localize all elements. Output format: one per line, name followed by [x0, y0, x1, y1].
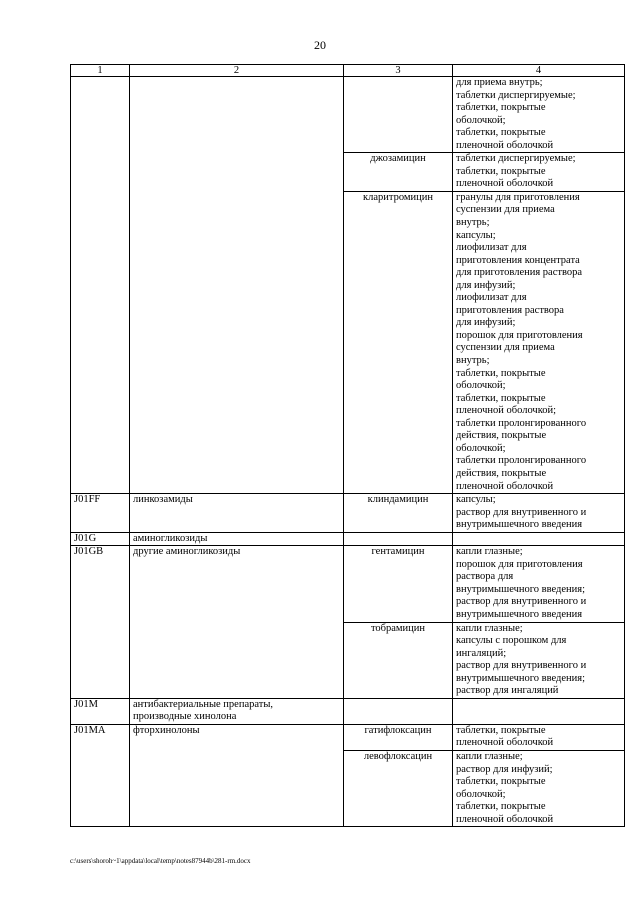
group-name-cell: антибактериальные препараты, производные хинолона	[130, 698, 344, 724]
table-header-row	[71, 65, 625, 77]
drug-name-cell: клиндамицин	[344, 494, 453, 533]
drug-name-cell	[344, 77, 453, 153]
group-name-cell	[130, 77, 344, 494]
group-name-cell: аминогликозиды	[130, 532, 344, 546]
page-number: 20	[314, 38, 326, 52]
table-row	[71, 546, 625, 622]
group-name-cell: линкозамиды	[130, 494, 344, 533]
drug-name-cell: тобрамицин	[344, 622, 453, 698]
column-header-4: 4	[453, 65, 625, 77]
dosage-forms-cell	[453, 698, 625, 724]
atc-code-cell: J01M	[71, 698, 130, 724]
drug-name-cell: джозамицин	[344, 153, 453, 192]
dosage-forms-cell: таблетки диспергируемые; таблетки, покрытые пленочной оболочкой	[453, 153, 625, 192]
document-file-path: c:\users\shoroh~1\appdata\local\temp\notes87944b\281-rm.docx	[70, 857, 251, 865]
dosage-forms-cell: капли глазные; порошок для приготовления раствора для внутримышечного введения; раствор для внутривенного и внутримышечного введения	[453, 546, 625, 622]
dosage-forms-cell: таблетки, покрытые пленочной оболочкой	[453, 724, 625, 750]
dosage-forms-cell: капли глазные; раствор для инфузий; таблетки, покрытые оболочкой; таблетки, покрытые пленочной оболочкой	[453, 750, 625, 826]
dosage-forms-cell: капли глазные; капсулы с порошком для ингаляций; раствор для внутривенного и внутримышечного введения; раствор для ингаляций	[453, 622, 625, 698]
table-row	[71, 698, 625, 724]
dosage-forms-cell: гранулы для приготовления суспензии для приема внутрь; капсулы; лиофилизат для приготовления концентрата для приготовления раствора для инфузий; лиофилизат для приготовления раствора для инфузий; порошок для приготовления суспензии для приема внутрь; таблетки, покрытые оболочкой; таблетки, покрытые пленочной оболочкой; таблетки пролонгированного действия, покрытые оболочкой; таблетки пролонгированного действия, покрытые пленочной оболочкой	[453, 191, 625, 493]
drug-name-cell	[344, 698, 453, 724]
table-row	[71, 494, 625, 533]
table-row	[71, 724, 625, 750]
atc-code-cell: J01FF	[71, 494, 130, 533]
column-header-1: 1	[71, 65, 130, 77]
atc-code-cell	[71, 77, 130, 494]
atc-code-cell: J01MA	[71, 724, 130, 826]
atc-code-cell: J01G	[71, 532, 130, 546]
drug-name-cell	[344, 532, 453, 546]
drug-name-cell: кларитромицин	[344, 191, 453, 493]
dosage-forms-cell: капсулы; раствор для внутривенного и внутримышечного введения	[453, 494, 625, 533]
group-name-cell: другие аминогликозиды	[130, 546, 344, 699]
dosage-forms-cell: для приема внутрь; таблетки диспергируемые; таблетки, покрытые оболочкой; таблетки, покрытые пленочной оболочкой	[453, 77, 625, 153]
table-row	[71, 77, 625, 153]
column-header-3: 3	[344, 65, 453, 77]
drug-name-cell: левофлоксацин	[344, 750, 453, 826]
dosage-forms-cell	[453, 532, 625, 546]
column-header-2: 2	[130, 65, 344, 77]
table-row	[71, 532, 625, 546]
atc-code-cell: J01GB	[71, 546, 130, 699]
drug-name-cell: гентамицин	[344, 546, 453, 622]
medication-table	[70, 64, 625, 827]
group-name-cell: фторхинолоны	[130, 724, 344, 826]
drug-name-cell: гатифлоксацин	[344, 724, 453, 750]
